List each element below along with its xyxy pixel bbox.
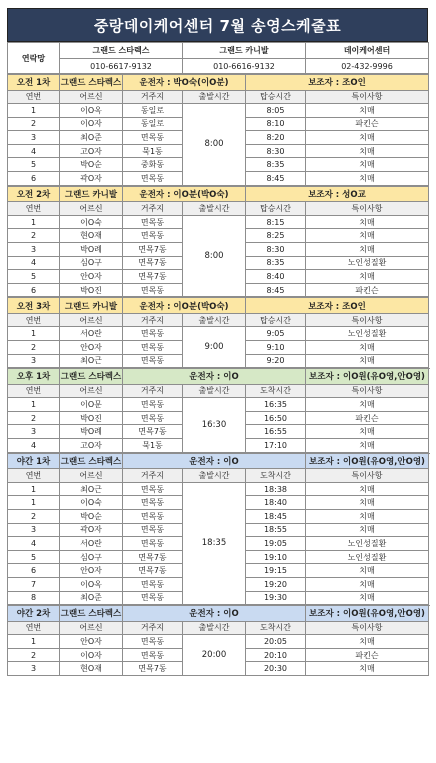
row-name: 이O옥 bbox=[60, 104, 123, 118]
row-number: 4 bbox=[8, 256, 60, 270]
section-assistant: 보조자 : 이O원(유O영,안O영) bbox=[306, 453, 429, 469]
section-driver: 운전자 : 이O bbox=[123, 606, 306, 622]
row-name: 현O재 bbox=[60, 662, 123, 676]
column-header: 특이사항 bbox=[306, 621, 429, 635]
column-header: 탑승시간 bbox=[246, 202, 306, 216]
row-name: 안O자 bbox=[60, 635, 123, 649]
column-header: 특이사항 bbox=[306, 202, 429, 216]
row-name: 고O자 bbox=[60, 144, 123, 158]
row-area: 면목동 bbox=[123, 482, 183, 496]
row-time: 19:20 bbox=[246, 577, 306, 591]
section-assistant: 보조자 : 이O원(유O영,안O영) bbox=[306, 369, 429, 385]
row-number: 2 bbox=[8, 341, 60, 355]
row-time: 18:45 bbox=[246, 509, 306, 523]
column-header: 출발시간 bbox=[183, 313, 246, 327]
row-note: 파킨슨 bbox=[306, 411, 429, 425]
section-header-row bbox=[8, 369, 429, 385]
row-note: 치매 bbox=[306, 425, 429, 439]
column-header: 출발시간 bbox=[183, 202, 246, 216]
section-vehicle: 그랜드 카니발 bbox=[60, 298, 123, 314]
row-area: 면목동 bbox=[123, 229, 183, 243]
row-note: 치매 bbox=[306, 635, 429, 649]
row-name: 박O순 bbox=[60, 158, 123, 172]
row-name: 박O순 bbox=[60, 509, 123, 523]
row-name: 곽O자 bbox=[60, 523, 123, 537]
row-note: 노인성질환 bbox=[306, 256, 429, 270]
row-number: 1 bbox=[8, 635, 60, 649]
row-number: 1 bbox=[8, 327, 60, 341]
row-time: 8:15 bbox=[246, 215, 306, 229]
schedule-sections bbox=[7, 74, 428, 676]
row-name: 곽O자 bbox=[60, 172, 123, 186]
row-name: 최O준 bbox=[60, 591, 123, 605]
row-time: 8:45 bbox=[246, 283, 306, 297]
row-area: 면목7동 bbox=[123, 270, 183, 284]
row-time: 16:50 bbox=[246, 411, 306, 425]
section-assistant: 보조자 : 성O교 bbox=[246, 186, 429, 202]
depart-time: 8:00 bbox=[183, 215, 246, 297]
column-header-row bbox=[8, 469, 429, 483]
column-header: 연번 bbox=[8, 621, 60, 635]
column-header: 거주지 bbox=[123, 90, 183, 104]
section-header-row bbox=[8, 453, 429, 469]
row-note: 파킨슨 bbox=[306, 283, 429, 297]
row-number: 2 bbox=[8, 648, 60, 662]
row-number: 3 bbox=[8, 354, 60, 368]
row-name: 박O진 bbox=[60, 411, 123, 425]
column-header: 거주지 bbox=[123, 384, 183, 398]
row-number: 3 bbox=[8, 425, 60, 439]
schedule-section bbox=[7, 368, 429, 452]
row-note: 치매 bbox=[306, 398, 429, 412]
column-header: 출발시간 bbox=[183, 469, 246, 483]
row-name: 서O란 bbox=[60, 537, 123, 551]
row-area: 중화동 bbox=[123, 158, 183, 172]
section-assistant: 보조자 : 조O인 bbox=[246, 75, 429, 91]
column-header: 출발시간 bbox=[183, 621, 246, 635]
row-time: 8:05 bbox=[246, 104, 306, 118]
section-driver: 운전자 : 박O숙(이O분) bbox=[123, 75, 246, 91]
row-area: 면목동 bbox=[123, 496, 183, 510]
row-note: 치매 bbox=[306, 662, 429, 676]
row-area: 면목7동 bbox=[123, 242, 183, 256]
row-number: 1 bbox=[8, 496, 60, 510]
row-number: 1 bbox=[8, 215, 60, 229]
row-area: 묵1동 bbox=[123, 144, 183, 158]
column-header: 특이사항 bbox=[306, 384, 429, 398]
row-name: 고O자 bbox=[60, 439, 123, 453]
contact-phone-row bbox=[8, 59, 429, 74]
row-note: 치매 bbox=[306, 104, 429, 118]
section-header-row bbox=[8, 606, 429, 622]
row-time: 9:20 bbox=[246, 354, 306, 368]
row-note: 치매 bbox=[306, 496, 429, 510]
section-vehicle: 그랜드 카니발 bbox=[60, 186, 123, 202]
row-note: 치매 bbox=[306, 577, 429, 591]
column-header: 특이사항 bbox=[306, 313, 429, 327]
depart-time: 16:30 bbox=[183, 398, 246, 452]
row-note: 치매 bbox=[306, 215, 429, 229]
row-note: 치매 bbox=[306, 564, 429, 578]
row-name: 현O재 bbox=[60, 229, 123, 243]
row-note: 치매 bbox=[306, 509, 429, 523]
column-header: 거주지 bbox=[123, 469, 183, 483]
schedule-section bbox=[7, 453, 429, 605]
section-driver: 운전자 : 이O분(박O숙) bbox=[123, 186, 246, 202]
row-number: 7 bbox=[8, 577, 60, 591]
row-note: 파킨슨 bbox=[306, 648, 429, 662]
row-name: 안O자 bbox=[60, 341, 123, 355]
row-area: 면목동 bbox=[123, 523, 183, 537]
row-name: 박O진 bbox=[60, 283, 123, 297]
row-name: 심O구 bbox=[60, 550, 123, 564]
row-note: 치매 bbox=[306, 144, 429, 158]
row-time: 8:25 bbox=[246, 229, 306, 243]
section-period: 야간 1차 bbox=[8, 453, 60, 469]
row-number: 5 bbox=[8, 158, 60, 172]
row-area: 면목동 bbox=[123, 398, 183, 412]
row-number: 1 bbox=[8, 482, 60, 496]
row-name: 서O란 bbox=[60, 327, 123, 341]
row-name: 안O자 bbox=[60, 270, 123, 284]
table-row bbox=[8, 398, 429, 412]
row-time: 19:05 bbox=[246, 537, 306, 551]
row-area: 면목동 bbox=[123, 537, 183, 551]
row-time: 18:55 bbox=[246, 523, 306, 537]
column-header: 연번 bbox=[8, 469, 60, 483]
section-period: 오전 2차 bbox=[8, 186, 60, 202]
column-header-row bbox=[8, 313, 429, 327]
section-vehicle: 그랜드 스타렉스 bbox=[60, 369, 123, 385]
section-header-row bbox=[8, 298, 429, 314]
column-header: 연번 bbox=[8, 90, 60, 104]
column-header: 거주지 bbox=[123, 202, 183, 216]
row-note: 치매 bbox=[306, 439, 429, 453]
section-assistant: 보조자 : 이O원(유O영,안O영) bbox=[306, 606, 429, 622]
row-area: 면목동 bbox=[123, 341, 183, 355]
depart-time: 18:35 bbox=[183, 482, 246, 604]
section-vehicle: 그랜드 스타렉스 bbox=[60, 453, 123, 469]
row-area: 면목7동 bbox=[123, 662, 183, 676]
page-title: 중랑데이케어센터 7월 송영스케줄표 bbox=[7, 8, 428, 42]
contact-name: 데이케어센터 bbox=[306, 43, 429, 59]
row-time: 19:15 bbox=[246, 564, 306, 578]
row-time: 19:30 bbox=[246, 591, 306, 605]
row-number: 3 bbox=[8, 242, 60, 256]
row-time: 18:40 bbox=[246, 496, 306, 510]
row-number: 1 bbox=[8, 104, 60, 118]
row-note: 치매 bbox=[306, 354, 429, 368]
row-note: 파킨슨 bbox=[306, 117, 429, 131]
row-time: 16:35 bbox=[246, 398, 306, 412]
section-period: 오후 1차 bbox=[8, 369, 60, 385]
column-header: 탑승시간 bbox=[246, 313, 306, 327]
row-area: 면목동 bbox=[123, 327, 183, 341]
row-name: 박O례 bbox=[60, 242, 123, 256]
row-note: 치매 bbox=[306, 172, 429, 186]
row-name: 박O례 bbox=[60, 425, 123, 439]
contact-phone: 010-6616-9132 bbox=[183, 59, 306, 74]
row-number: 3 bbox=[8, 523, 60, 537]
row-note: 노인성질환 bbox=[306, 550, 429, 564]
row-time: 8:45 bbox=[246, 172, 306, 186]
row-note: 노인성질환 bbox=[306, 327, 429, 341]
row-time: 17:10 bbox=[246, 439, 306, 453]
row-time: 8:30 bbox=[246, 242, 306, 256]
depart-time: 8:00 bbox=[183, 104, 246, 186]
column-header: 어르신 bbox=[60, 90, 123, 104]
schedule-section bbox=[7, 297, 429, 368]
column-header-row bbox=[8, 202, 429, 216]
row-time: 20:30 bbox=[246, 662, 306, 676]
row-time: 8:10 bbox=[246, 117, 306, 131]
row-area: 면목7동 bbox=[123, 425, 183, 439]
row-number: 2 bbox=[8, 229, 60, 243]
row-note: 치매 bbox=[306, 242, 429, 256]
column-header: 연번 bbox=[8, 384, 60, 398]
column-header: 거주지 bbox=[123, 621, 183, 635]
row-name: 이O옥 bbox=[60, 577, 123, 591]
column-header: 어르신 bbox=[60, 313, 123, 327]
row-time: 8:30 bbox=[246, 144, 306, 158]
row-number: 6 bbox=[8, 283, 60, 297]
row-area: 동일로 bbox=[123, 104, 183, 118]
column-header-row bbox=[8, 90, 429, 104]
row-name: 최O근 bbox=[60, 482, 123, 496]
row-name: 최O준 bbox=[60, 131, 123, 145]
row-note: 치매 bbox=[306, 131, 429, 145]
row-name: 심O구 bbox=[60, 256, 123, 270]
row-area: 면목동 bbox=[123, 509, 183, 523]
contact-name: 그랜드 카니발 bbox=[183, 43, 306, 59]
row-name: 이O자 bbox=[60, 648, 123, 662]
row-time: 20:10 bbox=[246, 648, 306, 662]
column-header: 출발시간 bbox=[183, 384, 246, 398]
column-header: 연번 bbox=[8, 202, 60, 216]
row-number: 2 bbox=[8, 117, 60, 131]
section-driver: 운전자 : 이O bbox=[123, 369, 306, 385]
row-time: 8:35 bbox=[246, 158, 306, 172]
row-area: 면목7동 bbox=[123, 256, 183, 270]
section-header-row bbox=[8, 186, 429, 202]
depart-time: 20:00 bbox=[183, 635, 246, 676]
section-driver: 운전자 : 이O분(박O숙) bbox=[123, 298, 246, 314]
row-name: 이O숙 bbox=[60, 496, 123, 510]
column-header: 어르신 bbox=[60, 384, 123, 398]
row-name: 최O근 bbox=[60, 354, 123, 368]
section-vehicle: 그랜드 스타렉스 bbox=[60, 606, 123, 622]
column-header: 특이사항 bbox=[306, 469, 429, 483]
row-note: 치매 bbox=[306, 523, 429, 537]
section-vehicle: 그랜드 스타렉스 bbox=[60, 75, 123, 91]
section-period: 오전 1차 bbox=[8, 75, 60, 91]
row-area: 면목동 bbox=[123, 411, 183, 425]
row-name: 이O문 bbox=[60, 398, 123, 412]
row-area: 면목동 bbox=[123, 591, 183, 605]
column-header: 탑승시간 bbox=[246, 90, 306, 104]
column-header: 도착시간 bbox=[246, 384, 306, 398]
row-number: 4 bbox=[8, 144, 60, 158]
column-header: 출발시간 bbox=[183, 90, 246, 104]
row-time: 19:10 bbox=[246, 550, 306, 564]
row-area: 면목동 bbox=[123, 648, 183, 662]
schedule-section bbox=[7, 186, 429, 298]
contact-name: 그랜드 스타렉스 bbox=[60, 43, 183, 59]
row-number: 2 bbox=[8, 411, 60, 425]
section-header-row bbox=[8, 75, 429, 91]
row-note: 치매 bbox=[306, 482, 429, 496]
contact-phone: 010-6617-9132 bbox=[60, 59, 183, 74]
row-name: 안O자 bbox=[60, 564, 123, 578]
row-number: 6 bbox=[8, 172, 60, 186]
column-header: 어르신 bbox=[60, 621, 123, 635]
row-number: 3 bbox=[8, 131, 60, 145]
column-header: 어르신 bbox=[60, 469, 123, 483]
row-area: 면목동 bbox=[123, 131, 183, 145]
column-header: 특이사항 bbox=[306, 90, 429, 104]
schedule-section bbox=[7, 605, 429, 676]
table-row bbox=[8, 104, 429, 118]
row-area: 묵1동 bbox=[123, 439, 183, 453]
column-header-row bbox=[8, 384, 429, 398]
section-period: 야간 2차 bbox=[8, 606, 60, 622]
row-time: 8:20 bbox=[246, 131, 306, 145]
row-area: 면목동 bbox=[123, 172, 183, 186]
row-note: 치매 bbox=[306, 158, 429, 172]
row-number: 2 bbox=[8, 509, 60, 523]
row-area: 면목동 bbox=[123, 577, 183, 591]
row-note: 치매 bbox=[306, 270, 429, 284]
table-row bbox=[8, 482, 429, 496]
column-header: 거주지 bbox=[123, 313, 183, 327]
table-row bbox=[8, 635, 429, 649]
schedule-section bbox=[7, 74, 429, 186]
table-row bbox=[8, 215, 429, 229]
row-time: 16:55 bbox=[246, 425, 306, 439]
depart-time: 9:00 bbox=[183, 327, 246, 368]
row-area: 면목7동 bbox=[123, 550, 183, 564]
row-time: 9:05 bbox=[246, 327, 306, 341]
row-name: 이O숙 bbox=[60, 215, 123, 229]
row-area: 면목동 bbox=[123, 635, 183, 649]
row-number: 3 bbox=[8, 662, 60, 676]
column-header: 도착시간 bbox=[246, 469, 306, 483]
contact-head-row bbox=[8, 43, 429, 59]
table-row bbox=[8, 327, 429, 341]
row-number: 6 bbox=[8, 564, 60, 578]
row-number: 5 bbox=[8, 270, 60, 284]
row-area: 면목동 bbox=[123, 354, 183, 368]
contact-table bbox=[7, 42, 429, 74]
row-number: 5 bbox=[8, 550, 60, 564]
row-time: 20:05 bbox=[246, 635, 306, 649]
row-time: 8:35 bbox=[246, 256, 306, 270]
row-note: 치매 bbox=[306, 229, 429, 243]
row-time: 18:38 bbox=[246, 482, 306, 496]
column-header: 도착시간 bbox=[246, 621, 306, 635]
contact-label: 연락망 bbox=[8, 43, 60, 74]
row-note: 치매 bbox=[306, 341, 429, 355]
row-area: 면목동 bbox=[123, 283, 183, 297]
contact-phone: 02-432-9996 bbox=[306, 59, 429, 74]
row-time: 8:40 bbox=[246, 270, 306, 284]
schedule-sheet bbox=[7, 8, 428, 676]
row-number: 4 bbox=[8, 439, 60, 453]
row-area: 면목7동 bbox=[123, 564, 183, 578]
section-assistant: 보조자 : 조O인 bbox=[246, 298, 429, 314]
section-driver: 운전자 : 이O bbox=[123, 453, 306, 469]
row-time: 9:10 bbox=[246, 341, 306, 355]
column-header-row bbox=[8, 621, 429, 635]
row-note: 치매 bbox=[306, 591, 429, 605]
row-number: 4 bbox=[8, 537, 60, 551]
column-header: 어르신 bbox=[60, 202, 123, 216]
row-name: 이O자 bbox=[60, 117, 123, 131]
section-period: 오전 3차 bbox=[8, 298, 60, 314]
row-number: 8 bbox=[8, 591, 60, 605]
column-header: 연번 bbox=[8, 313, 60, 327]
row-area: 동일로 bbox=[123, 117, 183, 131]
row-number: 1 bbox=[8, 398, 60, 412]
row-area: 면목동 bbox=[123, 215, 183, 229]
row-note: 노인성질환 bbox=[306, 537, 429, 551]
